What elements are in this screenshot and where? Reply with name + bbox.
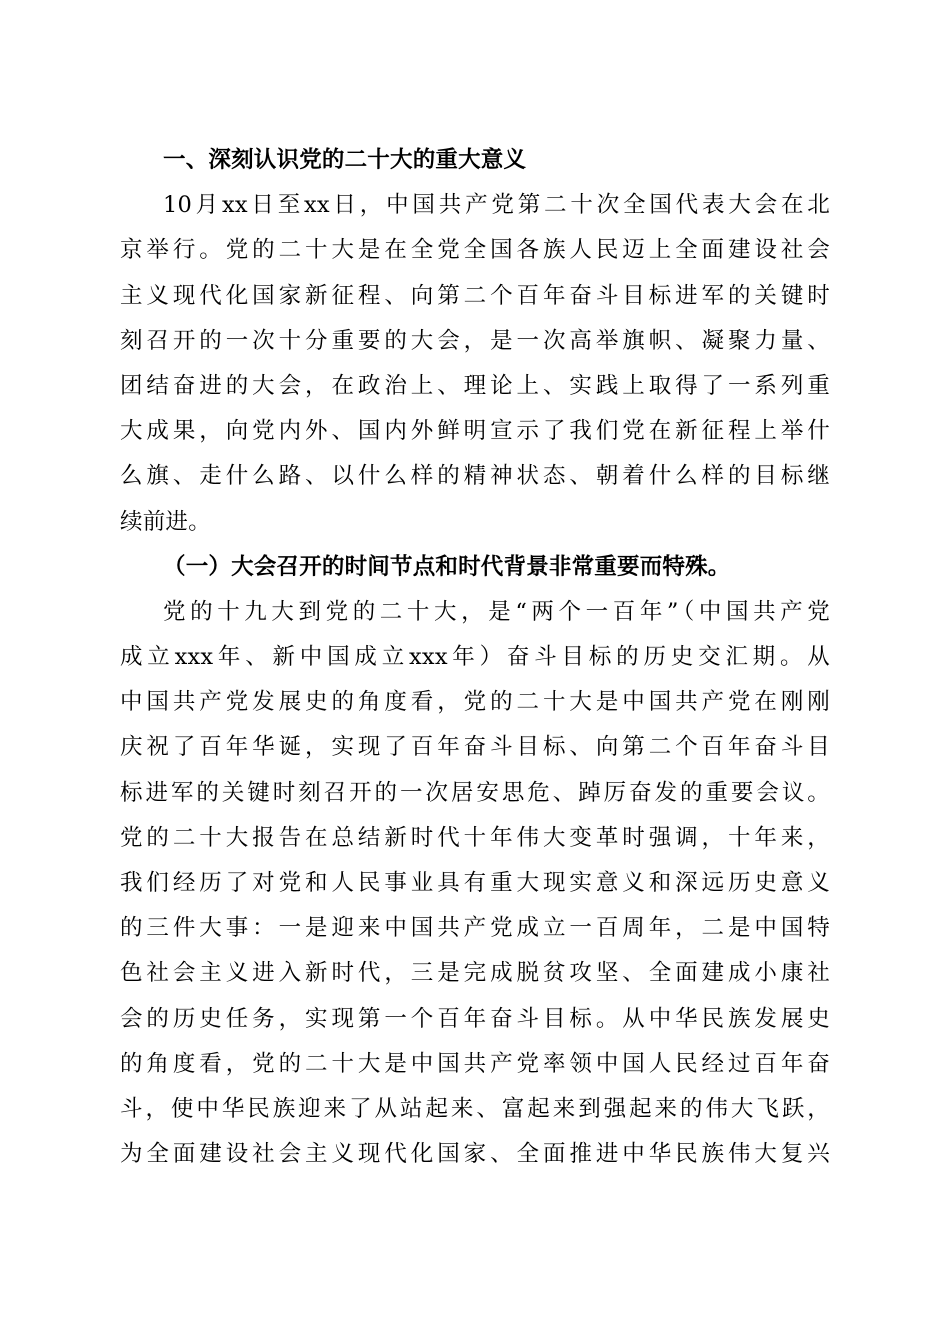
paragraph-line: 标进军的关键时刻召开的一次居安思危、踔厉奋发的重要会议。 — [120, 779, 830, 806]
paragraph-2 — [120, 590, 830, 1177]
paragraph-line: 续前进。 — [120, 508, 211, 535]
paragraph-line: 会的历史任务，实现第一个百年奋斗目标。从中华民族发展史 — [120, 1005, 830, 1032]
paragraph-line: 京举行。党的二十大是在全党全国各族人民迈上全面建设社会 — [120, 237, 830, 264]
section-heading: 一、深刻认识党的二十大的重大意义 — [163, 147, 527, 173]
paragraph-line: 主义现代化国家新征程、向第二个百年奋斗目标进军的关键时 — [120, 282, 830, 309]
paragraph-line: 色社会主义进入新时代，三是完成脱贫攻坚、全面建成小康社 — [120, 960, 830, 987]
paragraph-line: 大成果，向党内外、国内外鲜明宣示了我们党在新征程上举什 — [120, 418, 830, 445]
paragraph-line: 的角度看，党的二十大是中国共产党率领中国人民经过百年奋 — [120, 1050, 830, 1077]
paragraph-1 — [120, 183, 830, 545]
paragraph-line: 么旗、走什么路、以什么样的精神状态、朝着什么样的目标继 — [120, 463, 830, 490]
paragraph-line: 我们经历了对党和人民事业具有重大现实意义和深远历史意义 — [120, 870, 830, 896]
paragraph-line: 中国共产党发展史的角度看，党的二十大是中国共产党在刚刚 — [120, 689, 830, 716]
subheading: （一）大会召开的时间节点和时代背景非常重要而特殊。 — [163, 553, 731, 580]
paragraph-line: 10月xx日至xx日，中国共产党第二十次全国代表大会在北 — [163, 192, 830, 219]
document-body — [120, 138, 830, 1177]
paragraph-line: 庆祝了百年华诞，实现了百年奋斗目标、向第二个百年奋斗目 — [120, 734, 830, 761]
paragraph-line: 党的十九大到党的二十大，是“两个一百年”（中国共产党 — [163, 598, 830, 625]
paragraph-line: 刻召开的一次十分重要的大会，是一次高举旗帜、凝聚力量、 — [120, 327, 830, 354]
paragraph-line: 为全面建设社会主义现代化国家、全面推进中华民族伟大复兴 — [120, 1141, 830, 1168]
paragraph-line: 团结奋进的大会，在政治上、理论上、实践上取得了一系列重 — [120, 372, 830, 399]
paragraph-line: 的三件大事：一是迎来中国共产党成立一百周年，二是中国特 — [120, 915, 830, 942]
paragraph-line: 党的二十大报告在总结新时代十年伟大变革时强调，十年来， — [120, 824, 830, 851]
paragraph-line: 成立xxx年、新中国成立xxx年）奋斗目标的历史交汇期。从 — [120, 644, 830, 671]
paragraph-line: 斗，使中华民族迎来了从站起来、富起来到强起来的伟大飞跃， — [120, 1095, 830, 1122]
